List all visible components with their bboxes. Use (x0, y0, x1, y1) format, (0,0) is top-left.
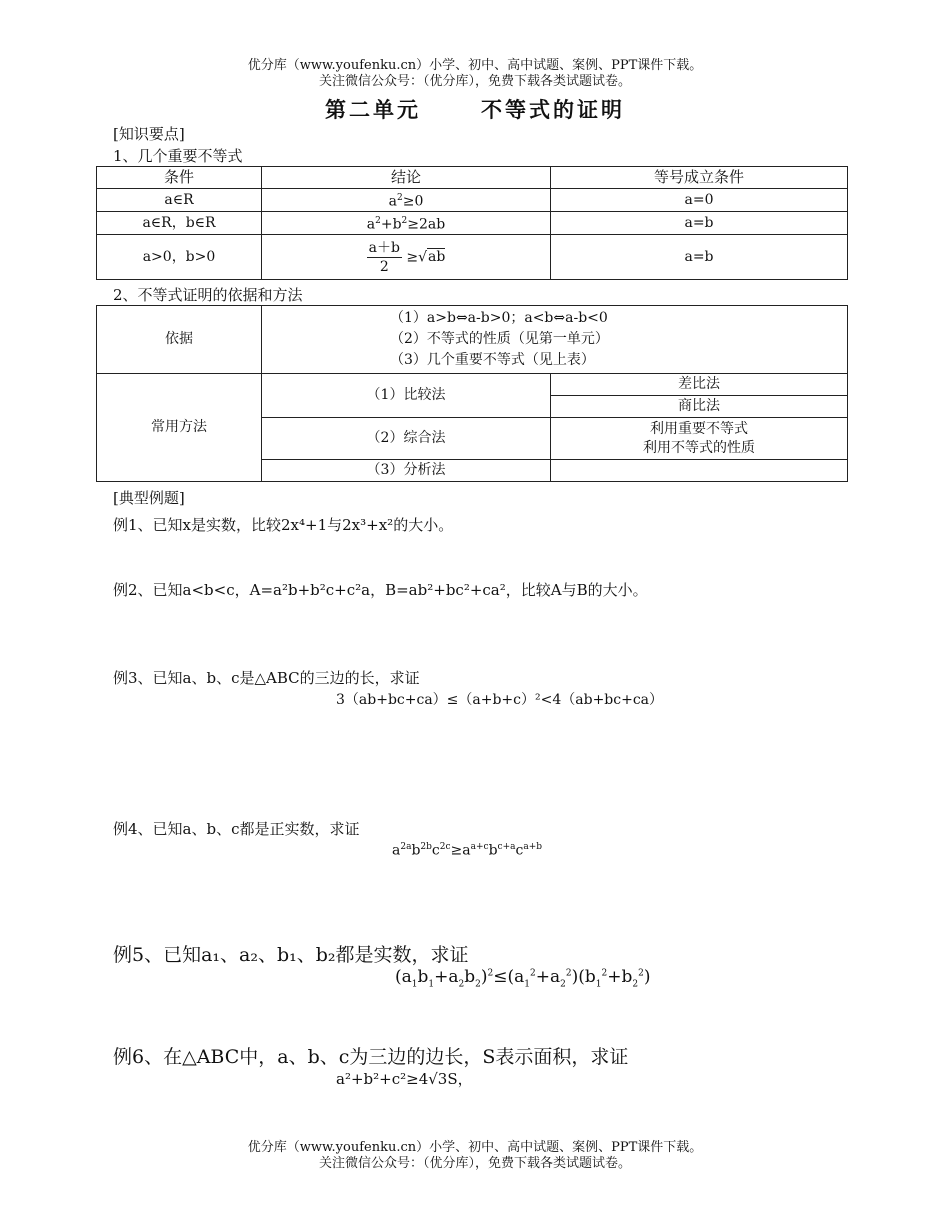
example-1: 例1、已知x是实数，比较2x⁴+1与2x³+x²的大小。 (113, 516, 454, 534)
cell-synthesis-details: 利用重要不等式 利用不等式的性质 (551, 418, 848, 460)
cell-analysis-method: （3）分析法 (262, 460, 551, 482)
example-5-formula: $(a_1b_1+a_2b_2)^2\le(a_1^2+a_2^2)(b_1^2+b_2^2)$ (395, 967, 651, 990)
site-footer-line1: 优分库（www.youfenku.cn）小学、初中、高中试题、案例、PPT课件下载。 (247, 1140, 703, 1155)
example-3: 例3、已知a、b、c是△ABC的三边的长，求证 (113, 669, 420, 687)
example-4: 例4、已知a、b、c都是正实数，求证 (113, 820, 360, 838)
fraction: $\frac{a+b}{2}$ (368, 239, 400, 275)
cell-condition: a∈R，b∈R (97, 212, 262, 235)
site-header-line1: 优分库（www.youfenku.cn）小学、初中、高中试题、案例、PPT课件下载。 (247, 58, 703, 73)
inequalities-table (96, 166, 848, 280)
example-2: 例2、已知a<b<c，A=a²b+b²c+c²a，B=ab²+bc²+ca²，比较A与B的大小。 (113, 581, 648, 599)
cell-synthesis-method: （2）综合法 (262, 418, 551, 460)
cell-conclusion: $\frac{a+b}{2}$ ≥√ab (262, 235, 551, 280)
header-conclusion: 结论 (262, 167, 551, 189)
table-row (97, 235, 848, 280)
site-footer-line2: 关注微信公众号：（优分库），免费下载各类试题试卷。 (318, 1156, 631, 1171)
table-row (97, 212, 848, 235)
cell-conclusion: $a^2\ge 0$ (262, 189, 551, 212)
site-header-line2: 关注微信公众号：（优分库），免费下载各类试题试卷。 (318, 74, 631, 89)
section-heading-examples: [典型例题] (113, 489, 185, 507)
proof-methods-table (96, 305, 848, 482)
example-5: 例5、已知a₁、a₂、b₁、b₂都是实数，求证 (113, 944, 469, 966)
cell-basis-label: 依据 (97, 306, 262, 374)
cell-quotient-method: 商比法 (551, 396, 848, 418)
section-heading-knowledge: [知识要点] (113, 125, 185, 143)
page-title: 第二单元 不等式的证明 (325, 97, 625, 122)
cell-comparison-method: （1）比较法 (262, 374, 551, 418)
cell-condition: a∈R (97, 189, 262, 212)
example-6: 例6、在△ABC中，a、b、c为三边的边长，S表示面积，求证 (113, 1046, 629, 1068)
cell-equality: a=b (551, 212, 848, 235)
cell-difference-method: 差比法 (551, 374, 848, 396)
cell-equality: a=0 (551, 189, 848, 212)
table-header-row (97, 167, 848, 189)
example-3-formula: 3（ab+bc+ca）≤（a+b+c）²<4（ab+bc+ca） (336, 692, 664, 708)
cell-basis-list: （1）a>b⇔a-b>0；a<b⇔a-b<0 （2）不等式的性质（见第一单元） （3）几个重要不等式（见上表） (262, 306, 848, 374)
cell-conclusion: $a^2+b^2\ge 2ab$ (262, 212, 551, 235)
subheading-important-inequalities: 1、几个重要不等式 (113, 147, 243, 165)
example-4-formula: $a^{2a}b^{2b}c^{2c}\ge a^{a+c}b^{c+a}c^{a+b}$ (392, 842, 543, 859)
table-row (97, 306, 848, 374)
table-row (97, 189, 848, 212)
cell-empty (551, 460, 848, 482)
cell-equality: a=b (551, 235, 848, 280)
table-row (97, 374, 848, 396)
cell-methods-label: 常用方法 (97, 374, 262, 482)
subheading-proof-methods: 2、不等式证明的依据和方法 (113, 286, 303, 304)
header-condition: 条件 (97, 167, 262, 189)
header-equality-condition: 等号成立条件 (551, 167, 848, 189)
example-6-formula: a²+b²+c²≥4√3S， (336, 1070, 473, 1088)
cell-condition: a>0，b>0 (97, 235, 262, 280)
